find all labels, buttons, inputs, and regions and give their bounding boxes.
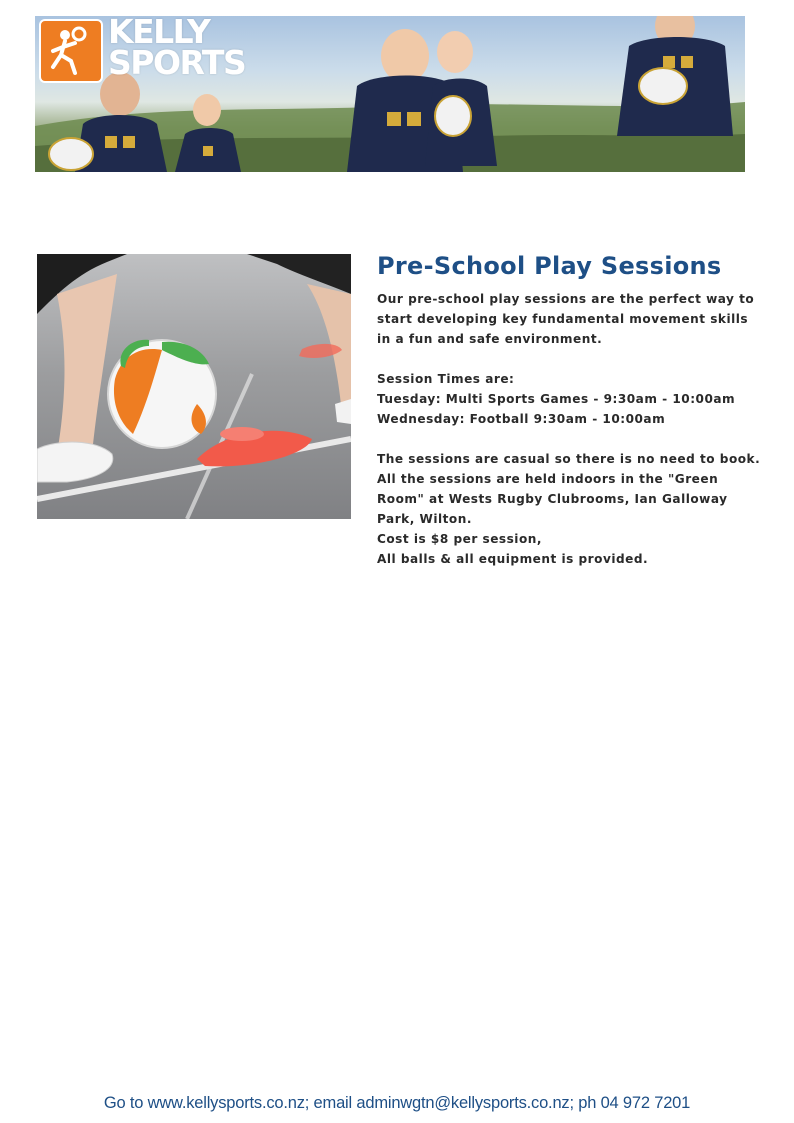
page-title: Pre-School Play Sessions (377, 252, 722, 280)
cost-text: Cost is $8 per session, (377, 532, 542, 546)
session-heading: Session Times are: (377, 372, 515, 386)
equipment-text: All balls & all equipment is provided. (377, 552, 649, 566)
casual-note: The sessions are casual so there is no need to book. (377, 452, 761, 466)
kelly-sports-logo-icon (39, 19, 103, 83)
logo-line2: SPORTS (108, 43, 246, 82)
kelly-sports-logo[interactable] (38, 18, 248, 84)
football-photo (37, 254, 351, 519)
header-banner (35, 16, 745, 172)
main-content (377, 250, 762, 569)
session-wednesday: Wednesday: Football 9:30am - 10:00am (377, 412, 666, 426)
logo-wordmark (108, 16, 246, 82)
footer-contact: Go to www.kellysports.co.nz; email adminwgtn@kellysports.co.nz; ph 04 972 7201 (103, 1094, 691, 1112)
intro-paragraph: Our pre-school play sessions are the perfect way to start developing key fundamental movement skills in a fun and safe environment. (377, 292, 755, 346)
location-text: All the sessions are held indoors in the "Green Room" at Wests Rugby Clubrooms, Ian Galloway Park, Wilton. (377, 472, 728, 526)
logo-line1: KELLY (108, 16, 210, 51)
session-details (377, 289, 762, 569)
session-tuesday: Tuesday: Multi Sports Games - 9:30am - 10:00am (377, 392, 736, 406)
